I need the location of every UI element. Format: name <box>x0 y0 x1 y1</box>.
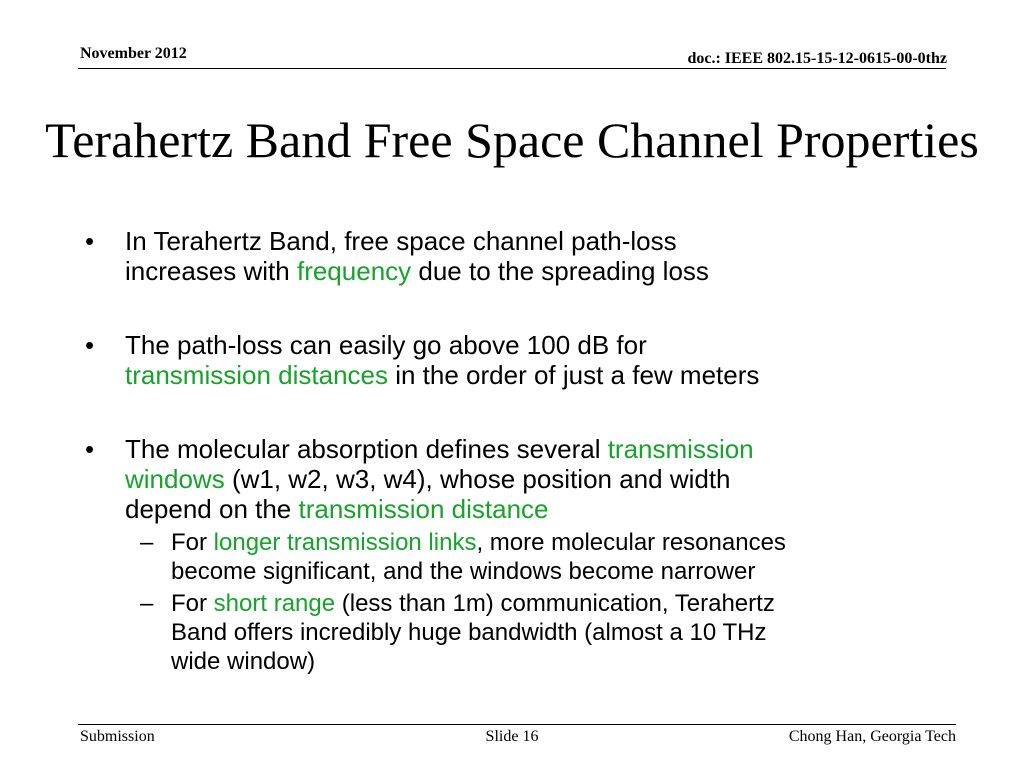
sub-bullet-text: wide window) <box>171 648 316 675</box>
bullet-text: increases with <box>125 256 297 286</box>
sub-bullet-line <box>171 647 922 676</box>
highlight-transmission-distance: transmission distance <box>298 494 549 524</box>
sub-bullet-short-range <box>92 589 922 676</box>
highlight-short-range: short range <box>213 590 336 617</box>
sub-bullet-marker: – <box>140 590 154 617</box>
highlight-longer-transmission-links: longer transmission links <box>213 529 477 556</box>
sub-bullet-line <box>171 528 922 557</box>
highlight-frequency: frequency <box>296 256 412 286</box>
sub-bullet-text: Band offers incredibly huge bandwidth (almost a 10 THz <box>171 619 767 646</box>
bullet-text: due to the spreading loss <box>411 256 709 286</box>
bullet-marker: • <box>85 226 95 256</box>
bullet-line <box>125 360 922 390</box>
sub-bullet-line <box>171 557 922 586</box>
bullet-marker: • <box>85 434 95 464</box>
bullet-text: (w1, w2, w3, w4), whose position and width <box>224 464 731 494</box>
footer-divider <box>78 724 956 725</box>
sub-bullet-text: (less than 1m) communication, Terahertz <box>335 590 775 617</box>
sub-bullet-line <box>171 618 922 647</box>
bullet-line <box>125 256 922 286</box>
sub-bullet-text: , more molecular resonances <box>476 529 786 556</box>
slide-body <box>85 226 922 676</box>
sub-bullet-text: For <box>171 590 214 617</box>
bullet-line <box>125 494 922 524</box>
bullet-text: in the order of just a few meters <box>388 360 760 390</box>
header-date: November 2012 <box>80 45 187 62</box>
header-divider <box>78 68 946 69</box>
bullet-text: The path-loss can easily go above 100 dB for <box>125 330 647 360</box>
footer-slide-number: Slide 16 <box>485 728 539 745</box>
bullet-molecular-absorption <box>85 434 922 524</box>
footer-submission: Submission <box>80 728 155 745</box>
bullet-marker: • <box>85 330 95 360</box>
footer-author: Chong Han, Georgia Tech <box>788 728 956 745</box>
highlight-windows: windows <box>125 464 225 494</box>
bullet-path-loss-100db <box>85 330 922 390</box>
highlight-transmission-distances: transmission distances <box>125 360 388 390</box>
bullet-line <box>125 464 922 494</box>
bullet-text: The molecular absorption defines several <box>125 434 608 464</box>
sub-bullet-text: become significant, and the windows become narrower <box>171 558 756 585</box>
bullet-path-loss-frequency <box>85 226 922 286</box>
bullet-line <box>125 226 922 256</box>
sub-bullet-line <box>171 589 922 618</box>
header-doc-id: doc.: IEEE 802.15-15-12-0615-00-0thz <box>687 50 947 67</box>
bullet-text: depend on the <box>125 494 299 524</box>
sub-bullet-longer-links <box>92 528 922 586</box>
sub-bullet-marker: – <box>140 529 154 556</box>
bullet-line <box>125 434 922 464</box>
bullet-line <box>125 330 922 360</box>
slide-title: Terahertz Band Free Space Channel Properties <box>45 112 979 168</box>
sub-bullet-text: For <box>171 529 214 556</box>
bullet-text: In Terahertz Band, free space channel path-loss <box>125 226 677 256</box>
highlight-transmission: transmission <box>607 434 754 464</box>
